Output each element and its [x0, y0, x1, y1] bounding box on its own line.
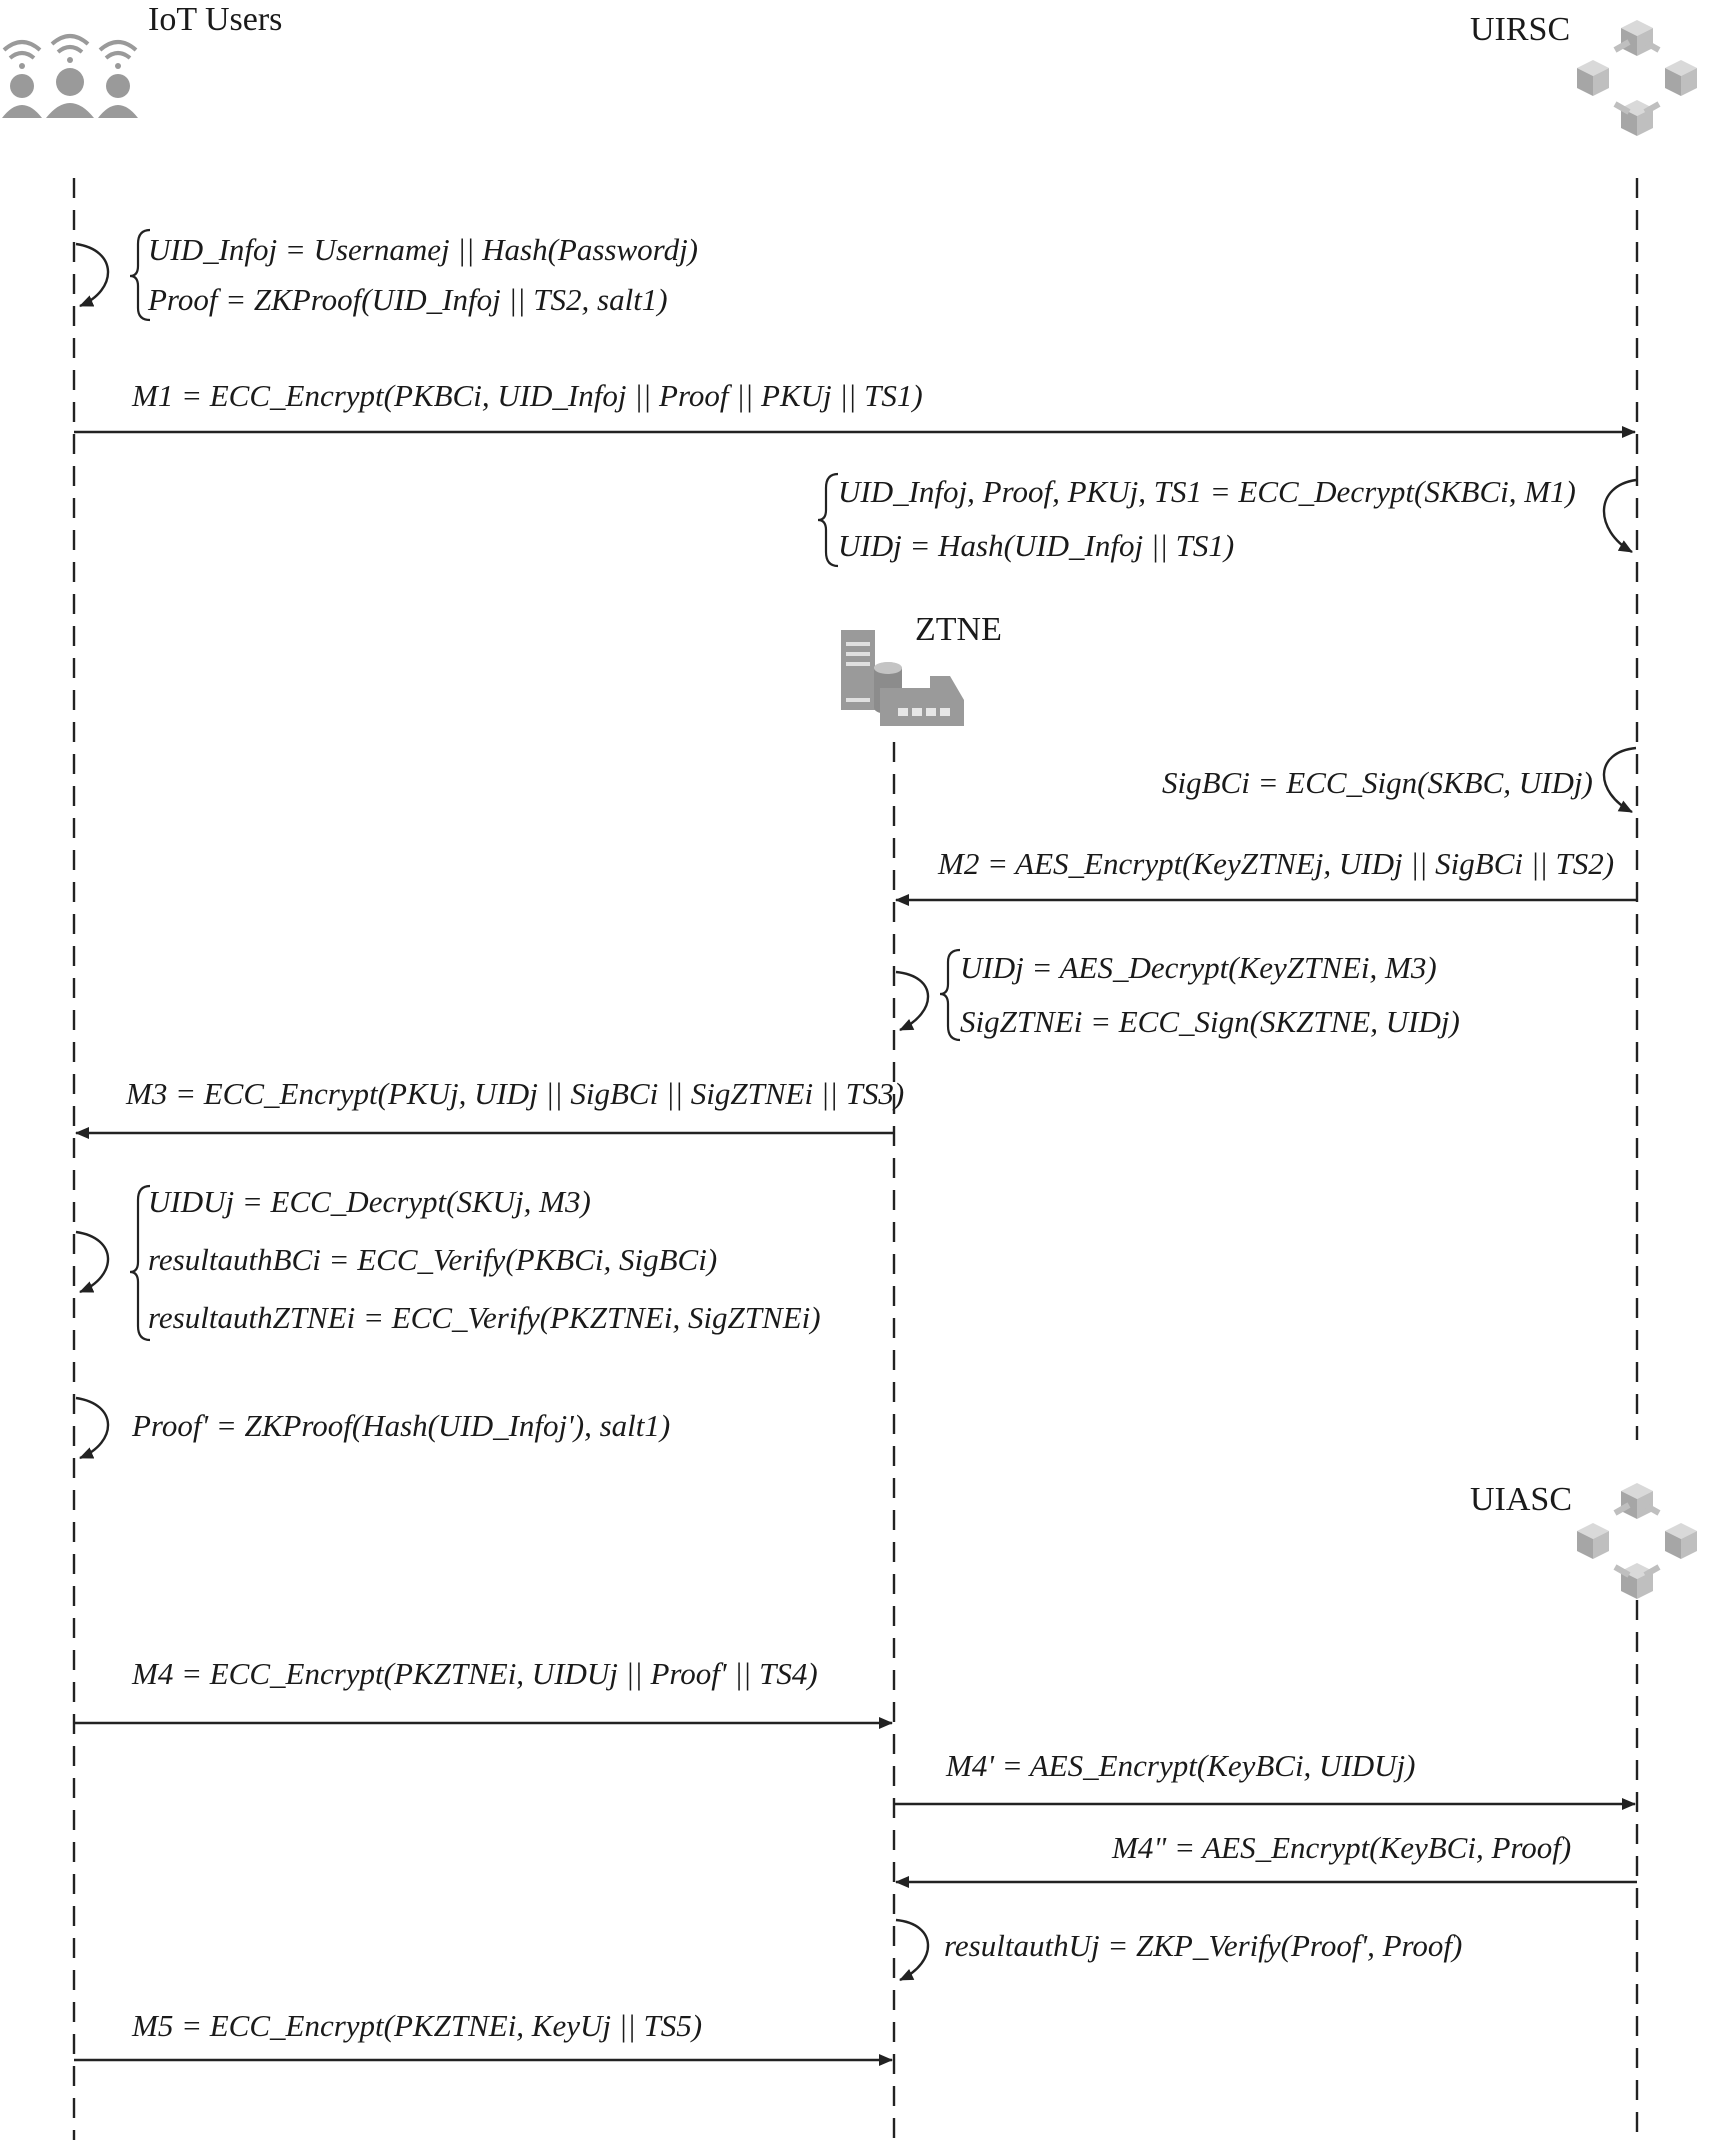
brace: [818, 474, 838, 566]
step-user-proof-prime: Proof' = ZKProof(Hash(UID_Infoj'), salt1): [132, 1408, 671, 1443]
self-loop-arrow: [76, 1232, 108, 1292]
brace: [130, 1186, 150, 1340]
blockchain-icon: [1577, 20, 1697, 136]
self-loop-arrow: [1604, 748, 1636, 812]
step-user-proof: Proof = ZKProof(UID_Infoj || TS2, salt1): [148, 282, 668, 317]
label-m4-double-prime: M4" = AES_Encrypt(KeyBCi, Proof): [1112, 1830, 1572, 1865]
step-user-verify-bc: resultauthBCi = ECC_Verify(PKBCi, SigBCi): [148, 1242, 718, 1277]
step-ztne-verify: resultauthUj = ZKP_Verify(Proof', Proof): [944, 1928, 1463, 1963]
label-m5: M5 = ECC_Encrypt(PKZTNEi, KeyUj || TS5): [132, 2008, 703, 2043]
self-loop-arrow: [896, 972, 928, 1030]
label-m1: M1 = ECC_Encrypt(PKBCi, UID_Infoj || Proof || PKUj || TS1): [132, 378, 923, 413]
actor-uirsc: UIRSC: [1470, 11, 1571, 48]
step-uirsc-decrypt: UID_Infoj, Proof, PKUj, TS1 = ECC_Decrypt(SKBCi, M1): [838, 474, 1576, 509]
brace: [940, 950, 960, 1040]
label-m4: M4 = ECC_Encrypt(PKZTNEi, UIDUj || Proof' || TS4): [132, 1656, 818, 1691]
label-m2: M2 = AES_Encrypt(KeyZTNEj, UIDj || SigBCi || TS2): [938, 846, 1615, 881]
step-ztne-sign: SigZTNEi = ECC_Sign(SKZTNE, UIDj): [960, 1004, 1460, 1039]
step-user-verify-ztne: resultauthZTNEi = ECC_Verify(PKZTNEi, SigZTNEi): [148, 1300, 821, 1335]
brace: [130, 230, 150, 320]
step-user-uid-info: UID_Infoj = Usernamej || Hash(Passwordj): [148, 232, 699, 267]
step-user-decrypt: UIDUj = ECC_Decrypt(SKUj, M3): [148, 1184, 591, 1219]
self-loop-arrow: [76, 1398, 108, 1458]
self-loop-arrow: [76, 244, 108, 306]
actor-iot-users: IoT Users: [148, 1, 283, 38]
label-m3: M3 = ECC_Encrypt(PKUj, UIDj || SigBCi || SigZTNEi || TS3): [126, 1076, 905, 1111]
actor-uiasc: UIASC: [1470, 1481, 1573, 1518]
self-loop-arrow: [1604, 480, 1636, 552]
step-ztne-decrypt: UIDj = AES_Decrypt(KeyZTNEi, M3): [960, 950, 1437, 985]
step-uirsc-uid: UIDj = Hash(UID_Infoj || TS1): [838, 528, 1235, 563]
label-m4-prime: M4' = AES_Encrypt(KeyBCi, UIDUj): [946, 1748, 1416, 1783]
self-loop-arrow: [896, 1920, 928, 1980]
blockchain-icon: [1577, 1483, 1697, 1599]
step-uirsc-sign: SigBCi = ECC_Sign(SKBC, UIDj): [1162, 765, 1593, 800]
actor-ztne: ZTNE: [915, 611, 1002, 648]
iot-users-icon: [2, 36, 138, 118]
